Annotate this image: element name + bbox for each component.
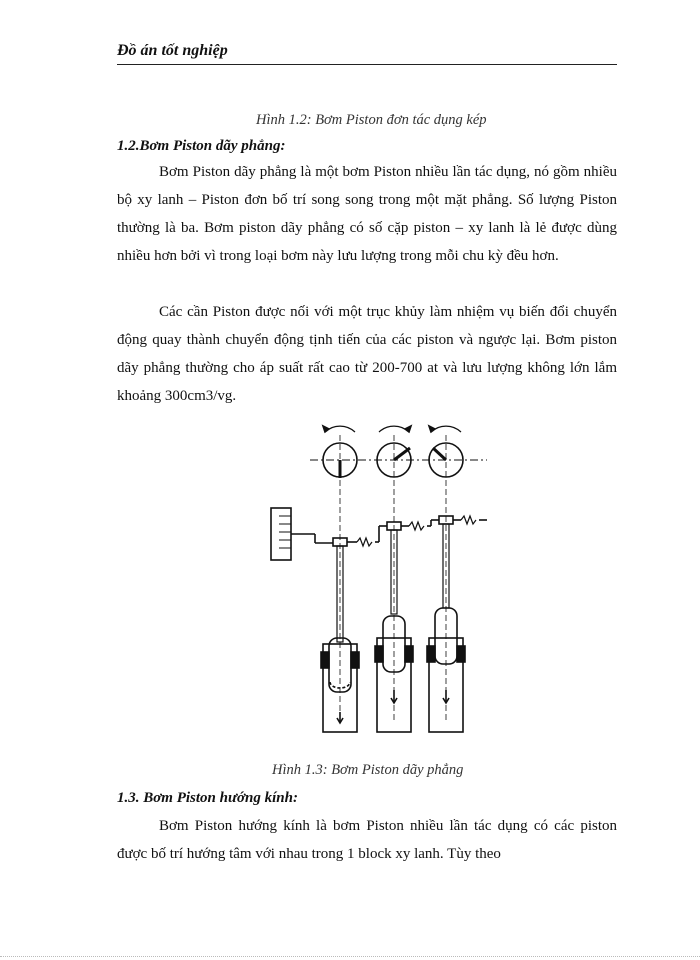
figure-1-3-caption: Hình 1.3: Bơm Piston dãy phẳng	[272, 762, 464, 778]
connecting-manifold	[333, 516, 487, 546]
crank-wheel-3	[429, 426, 463, 477]
document-header-title: Đồ án tốt nghiệp	[117, 42, 228, 59]
header-divider	[117, 64, 617, 65]
section-1-2-paragraph-2: Các cần Piston được nối với một trục khủy làm nhiệm vụ biến đổi chuyển động quay thành chuyển động tịnh tiến của các piston và ngược lại. Bơm piston dãy phẳng thường cho áp suất rất cao từ 200-700 at và lưu lượng không lớn lắm khoảng 300cm3/vg.	[117, 304, 617, 404]
section-1-3-paragraph-1: Bơm Piston hướng kính là bơm Piston nhiều lần tác dụng có các piston được bố trí hướng tâm với nhau trong 1 block xy lanh. Tùy theo	[117, 818, 617, 862]
section-1-2-heading: 1.2.Bơm Piston dãy phẳng:	[117, 138, 286, 154]
section-1-3-heading: 1.3. Bơm Piston hướng kính:	[117, 790, 298, 806]
section-1-2-paragraph-1: Bơm Piston dãy phẳng là một bơm Piston nhiều lần tác dụng, nó gồm nhiều bộ xy lanh – Piston đơn bố trí song song trong một mặt phẳng. Số lượng Piston thường là ba. Bơm piston dãy phẳng có số cặp piston – xy lanh là lẻ được dùng nhiều hơn bởi vì trong loại bơm này lưu lượng trong mỗi chu kỳ đều hơn.	[117, 164, 617, 264]
page-bottom-border	[0, 956, 700, 957]
figure-1-2-caption: Hình 1.2: Bơm Piston đơn tác dụng kép	[256, 112, 487, 128]
pressure-gauge	[271, 508, 333, 560]
crank-wheel-1	[323, 426, 357, 478]
inline-piston-pump-figure	[255, 420, 495, 740]
crank-wheel-2	[377, 426, 411, 477]
